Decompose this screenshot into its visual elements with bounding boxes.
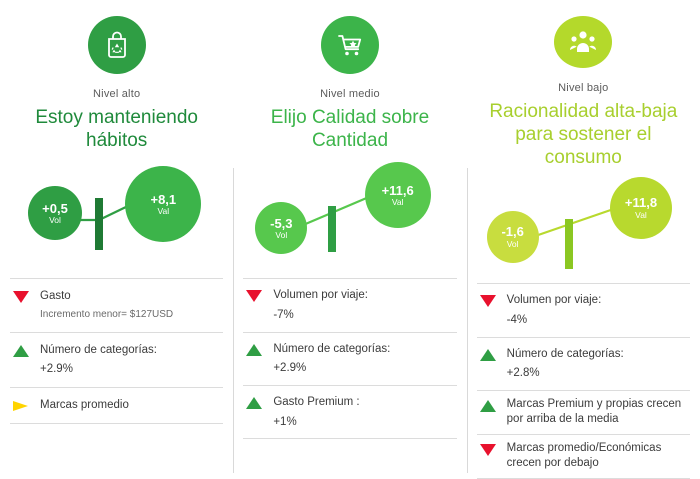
arrow-up-icon (245, 396, 265, 410)
note-label: Marcas Premium y propias crecen por arriba de la media (506, 397, 682, 426)
bubble-unit: Vol (275, 230, 288, 241)
bubble-value: +11,6 (381, 182, 414, 198)
recycle-bag-icon (88, 16, 146, 74)
notes-list-nivel-bajo (477, 283, 690, 479)
bubble-unit: Vol (49, 215, 61, 226)
column-nivel-alto (0, 0, 233, 479)
bubble-val-nivel-medio (365, 162, 431, 228)
note-label: Gasto Premium : (273, 396, 360, 409)
bubble-value: -5,3 (270, 215, 293, 231)
note-sub: Incremento menor= $127USD (40, 309, 174, 321)
list-item (243, 278, 456, 331)
level-label: Nivel medio (320, 88, 380, 100)
note-label: Volumen por viaje: (506, 294, 602, 307)
note-label: Gasto (40, 290, 71, 303)
note-value: -7% (273, 309, 294, 322)
note-label: Marcas promedio/Económicas crecen por debajo (506, 441, 662, 470)
note-label: Marcas promedio (40, 398, 129, 411)
page-title: Racionalidad alta-baja para sostener el consumo (489, 100, 678, 169)
list-item (477, 434, 690, 479)
note-label: Número de categorías: (273, 342, 391, 355)
bubble-chart-nivel-bajo (477, 179, 690, 277)
column-nivel-medio (233, 0, 466, 479)
bubble-value: +11,8 (624, 195, 658, 211)
arrow-up-icon (12, 344, 32, 358)
list-item (243, 332, 456, 385)
note-label: Número de categorías: (40, 343, 157, 356)
note-value: +2.8% (506, 367, 540, 380)
bubble-unit: Val (157, 206, 170, 217)
bubble-vol-nivel-bajo (487, 211, 539, 263)
bubble-unit: Val (391, 197, 404, 208)
bubble-value: +0,5 (42, 200, 68, 216)
notes-list-nivel-medio (243, 278, 456, 439)
arrow-down-icon (12, 290, 32, 304)
column-nivel-bajo (467, 0, 700, 479)
arrow-flat-icon (12, 399, 32, 413)
list-item (10, 387, 223, 424)
note-label: Volumen por viaje: (273, 289, 368, 302)
cart-star-icon (321, 16, 379, 74)
note-value: +1% (273, 415, 297, 428)
list-item (477, 283, 690, 336)
bubble-unit: Vol (506, 239, 519, 250)
bubble-value: +8,1 (150, 191, 177, 207)
arrow-down-icon (479, 294, 499, 308)
bubble-unit: Val (635, 210, 647, 221)
page-title: Estoy manteniendo hábitos (35, 107, 198, 152)
arrow-down-icon (479, 443, 499, 457)
list-item (477, 337, 690, 390)
level-label: Nivel bajo (558, 81, 609, 94)
arrow-up-icon (479, 348, 499, 362)
list-item (10, 332, 223, 387)
arrow-up-icon (479, 399, 499, 413)
arrow-up-icon (245, 343, 265, 357)
arrow-down-icon (245, 289, 265, 303)
note-value: +2.9% (273, 362, 307, 375)
list-item (10, 278, 223, 331)
list-item (477, 390, 690, 434)
level-label: Nivel alto (93, 88, 141, 100)
bubble-val-nivel-bajo (610, 177, 672, 239)
note-value: -4% (506, 313, 528, 326)
family-icon (554, 16, 612, 68)
list-item (243, 385, 456, 439)
bubble-vol-nivel-alto (28, 186, 82, 240)
page-title: Elijo Calidad sobre Cantidad (270, 107, 430, 152)
note-value: +2.9% (40, 363, 73, 376)
bubble-value: -1,6 (501, 224, 524, 240)
bubble-chart-nivel-alto (10, 162, 223, 272)
note-label: Número de categorías: (506, 347, 624, 360)
bubble-chart-nivel-medio (243, 162, 456, 272)
notes-list-nivel-alto (10, 278, 223, 423)
